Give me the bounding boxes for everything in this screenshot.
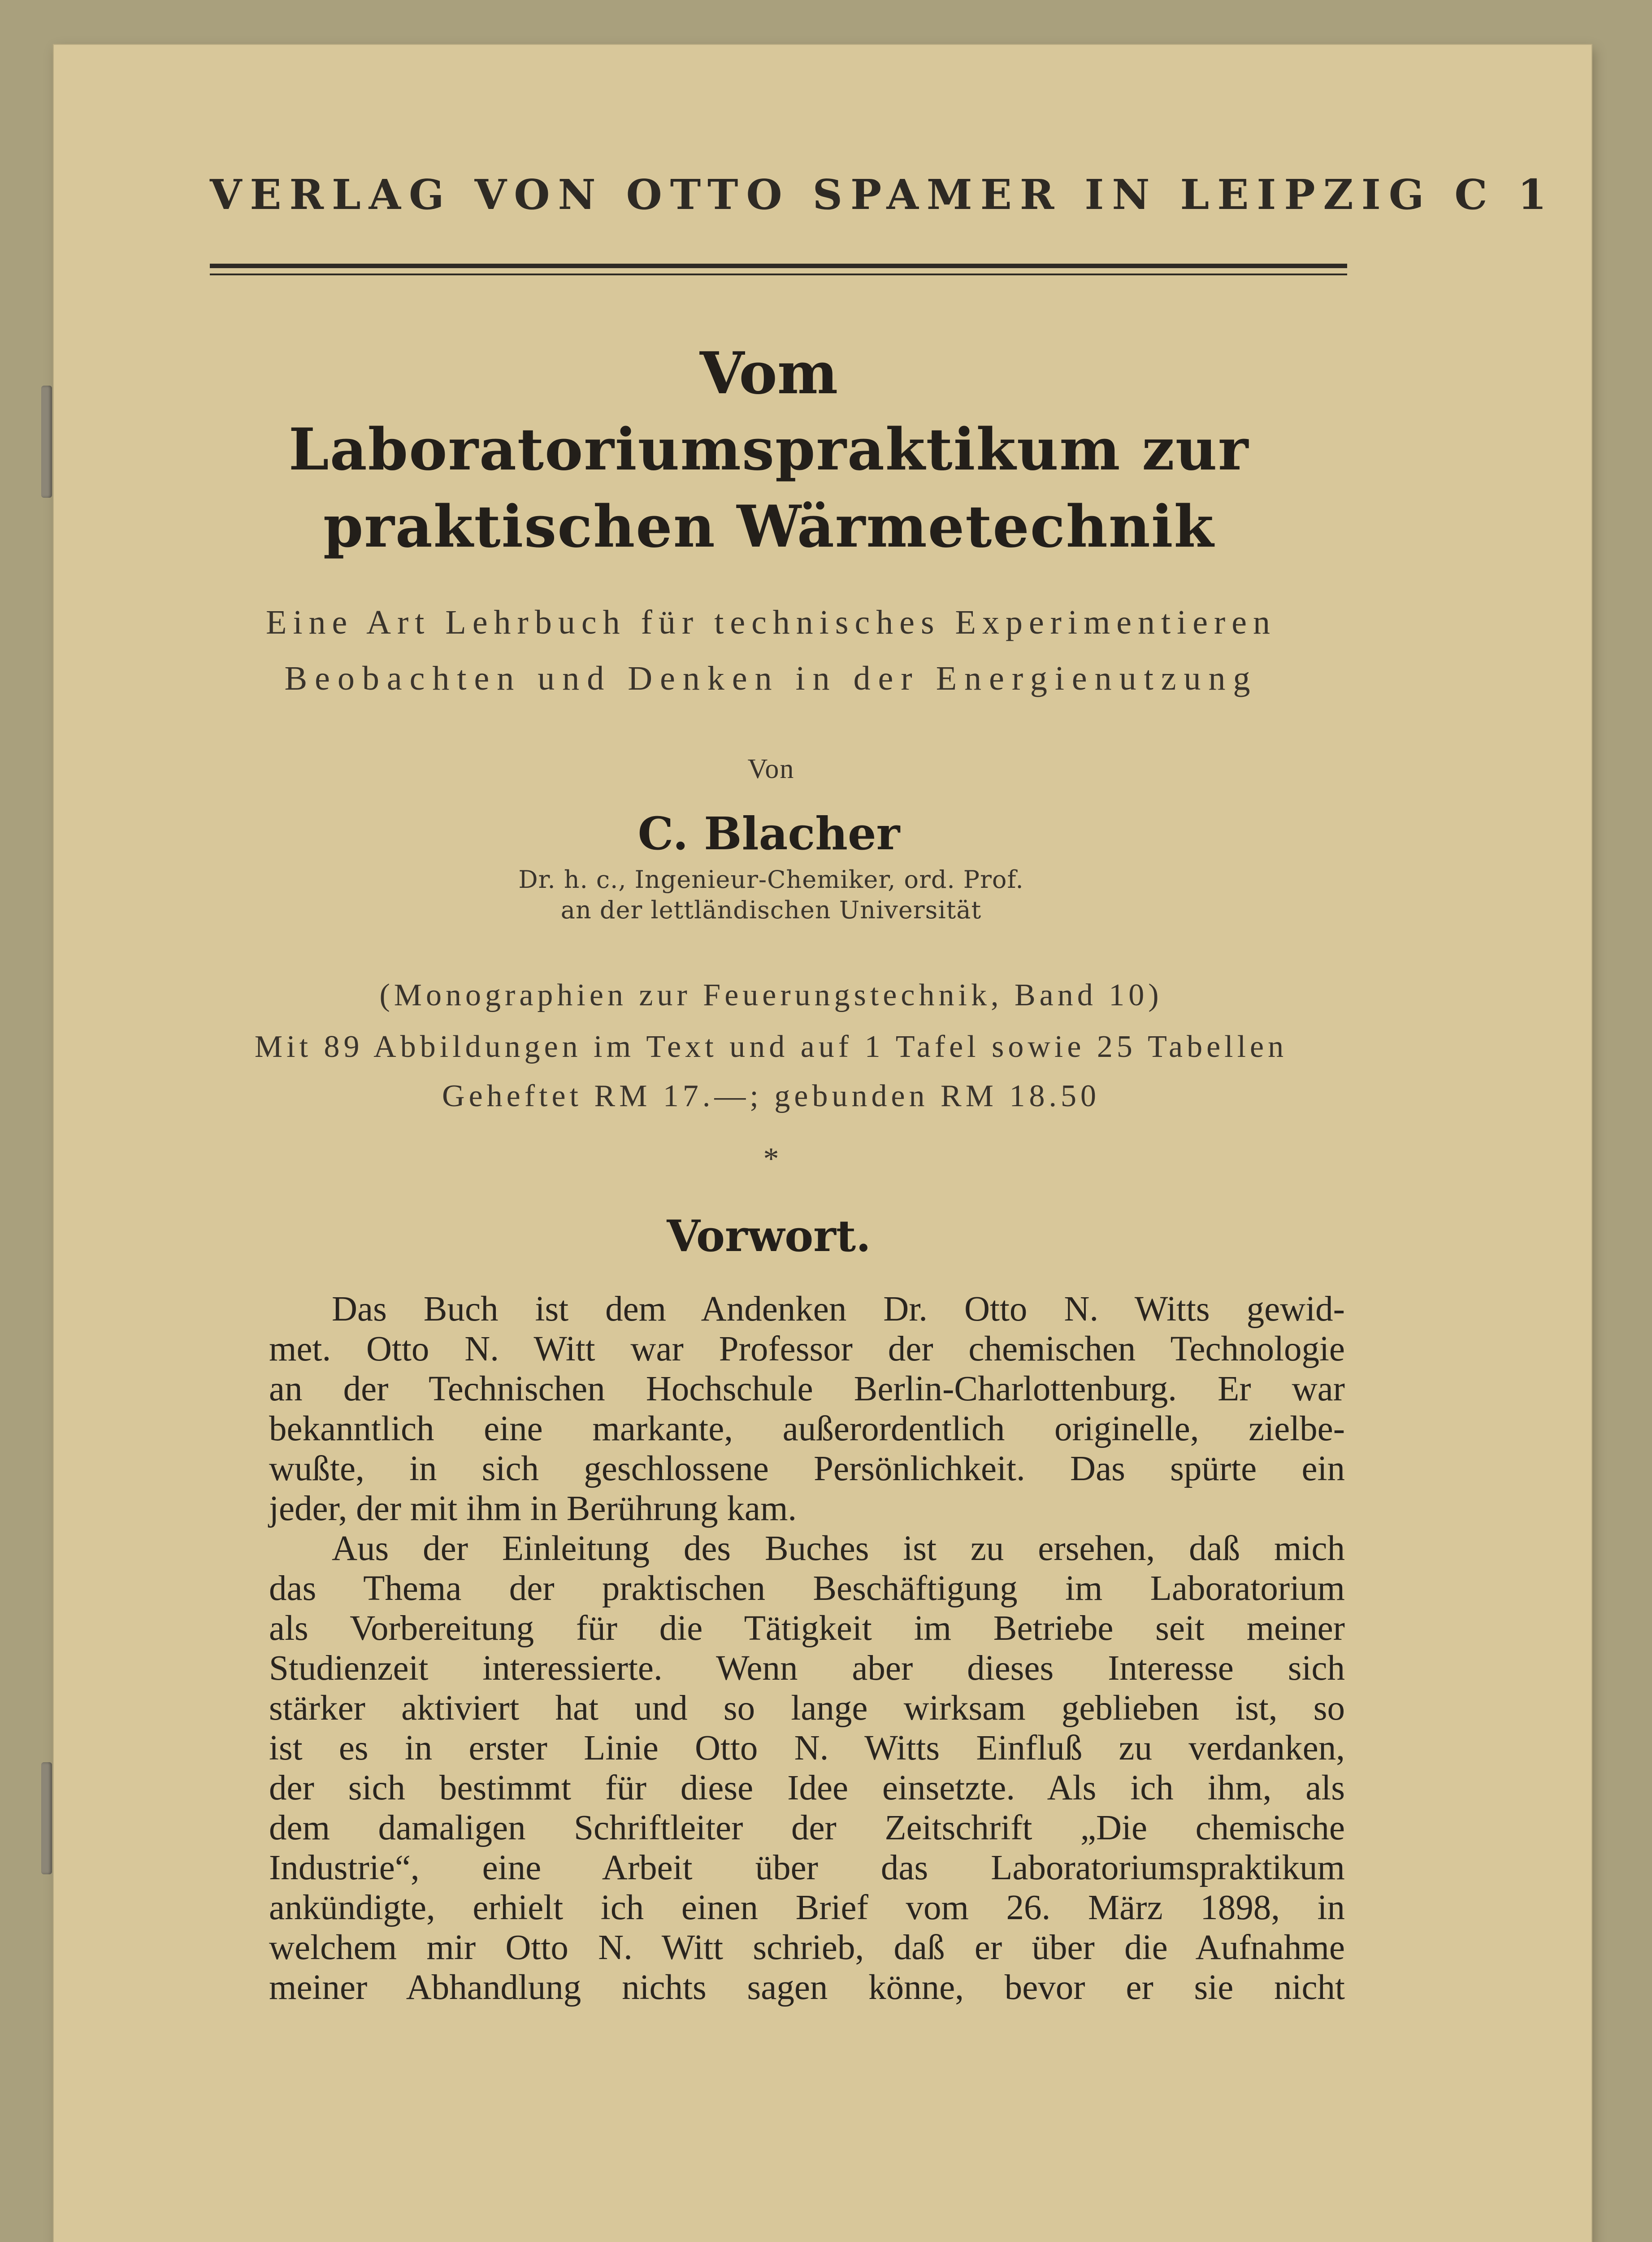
preface-line: jeder, der mit ihm in Berührung kam. <box>269 1489 797 1528</box>
preface-heading: Vorwort. <box>667 1211 871 1261</box>
preface-line: dem damaligen Schriftleiter der Zeitschrift „Die chemische <box>269 1808 1345 1847</box>
title-line-2: Laboratoriumspraktikum zur <box>288 416 1249 483</box>
preface-line: Aus der Einleitung des Buches ist zu ersehen, daß mich <box>332 1529 1345 1568</box>
staple-bottom <box>41 1762 52 1874</box>
preface-line: als Vorbereitung für die Tätigkeit im Betriebe seit meiner <box>269 1609 1345 1648</box>
author-name: C. Blacher <box>637 807 900 860</box>
preface-line: meiner Abhandlung nichts sagen könne, bevor er sie nicht <box>269 1968 1345 2007</box>
preface-line: Das Buch ist dem Andenken Dr. Otto N. Witts gewid- <box>332 1290 1345 1329</box>
author-credentials: Dr. h. c., Ingenieur-Chemiker, ord. Prof. <box>518 865 1024 894</box>
preface-line: wußte, in sich geschlossene Persönlichkeit. Das spürte ein <box>269 1449 1345 1488</box>
title-line-1: Vom <box>699 340 838 407</box>
subtitle-line-2: Beobachten und Denken in der Energienutzung <box>284 660 1258 697</box>
preface-line: Studienzeit interessierte. Wenn aber dieses Interesse sich <box>269 1649 1345 1688</box>
preface-line: stärker aktiviert hat und so lange wirksam geblieben ist, so <box>269 1689 1345 1728</box>
section-separator: * <box>763 1142 779 1176</box>
preface-line: Industrie“, eine Arbeit über das Laboratoriumspraktikum <box>269 1848 1345 1887</box>
preface-body <box>269 1289 1345 2007</box>
preface-line: der sich bestimmt für diese Idee einsetzte. Als ich ihm, als <box>269 1768 1345 1808</box>
staple-top <box>41 386 52 498</box>
title-line-3: praktischen Wärmetechnik <box>323 493 1215 560</box>
header-rule-thick <box>210 264 1347 268</box>
preface-line: bekanntlich eine markante, außerordentlich originelle, zielbe- <box>269 1409 1345 1448</box>
series-info: (Monographien zur Feuerungstechnik, Band 10) <box>379 978 1163 1012</box>
extent-info: Mit 89 Abbildungen im Text und auf 1 Tafel sowie 25 Tabellen <box>254 1030 1288 1064</box>
preface-line: met. Otto N. Witt war Professor der chemischen Technologie <box>269 1330 1345 1369</box>
preface-line: das Thema der praktischen Beschäftigung im Laboratorium <box>269 1569 1345 1608</box>
preface-line: welchem mir Otto N. Witt schrieb, daß er über die Aufnahme <box>269 1928 1345 1967</box>
price-info: Geheftet RM 17.—; gebunden RM 18.50 <box>442 1079 1100 1113</box>
preface-line: ist es in erster Linie Otto N. Witts Einfluß zu verdanken, <box>269 1729 1345 1768</box>
subtitle-line-1: Eine Art Lehrbuch für technisches Experimentieren <box>266 604 1276 641</box>
preface-line: an der Technischen Hochschule Berlin-Charlottenburg. Er war <box>269 1369 1345 1408</box>
publisher-header: VERLAG VON OTTO SPAMER IN LEIPZIG C 1 <box>210 170 1555 219</box>
author-affiliation: an der lettländischen Universität <box>560 896 982 924</box>
byline-von: Von <box>747 754 795 784</box>
header-rule-thin <box>210 274 1347 275</box>
preface-line: ankündigte, erhielt ich einen Brief vom 26. März 1898, in <box>269 1888 1345 1927</box>
